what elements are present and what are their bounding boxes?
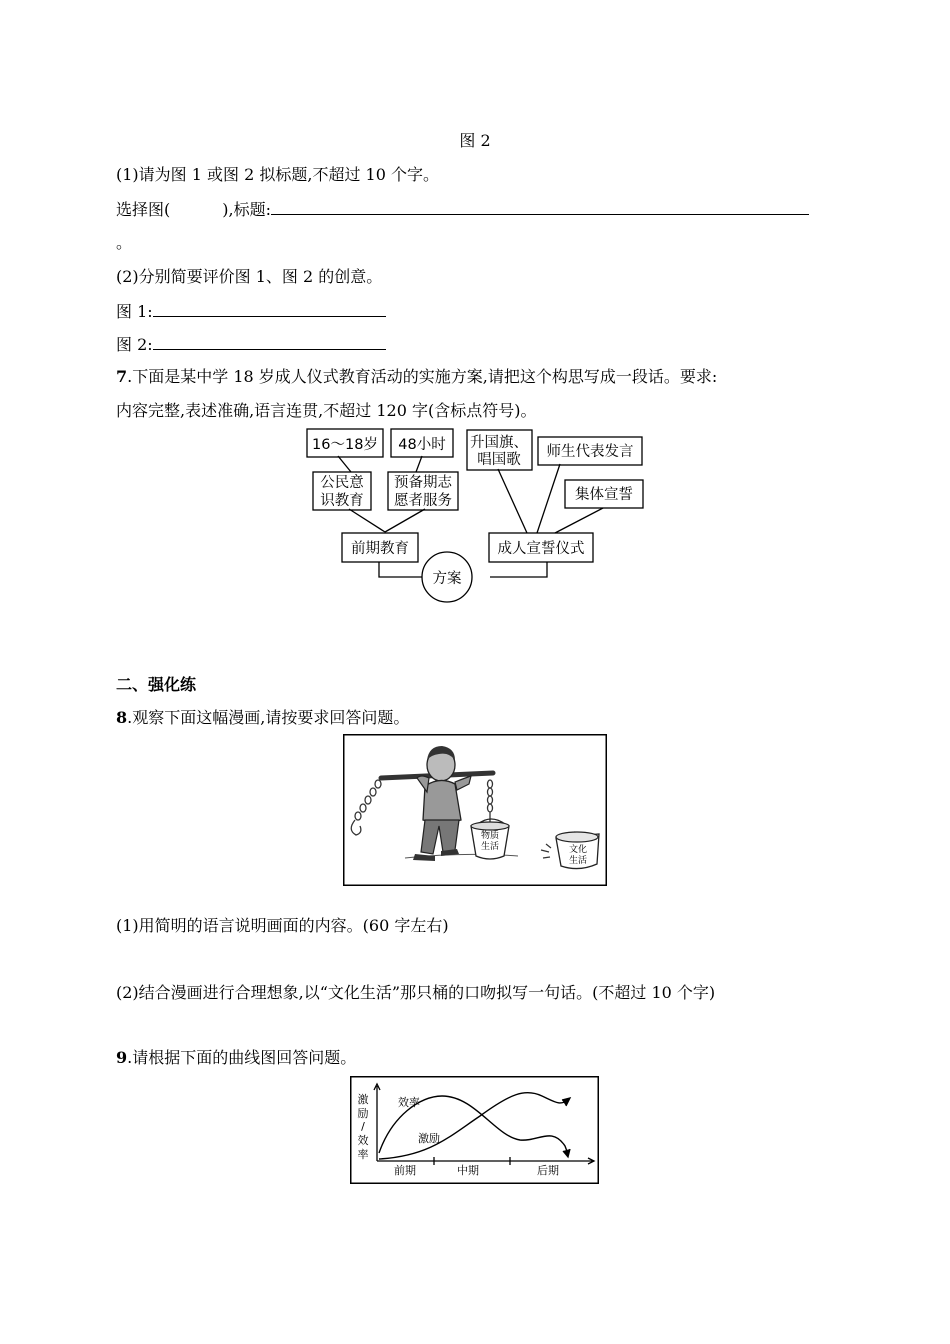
fig2-label: 图 2: <box>116 335 153 354</box>
q9-text: .请根据下面的曲线图回答问题。 <box>127 1048 357 1067</box>
label-flag-1: 升国旗、 <box>470 435 528 451</box>
series-motivation-label: 激励 <box>418 1132 440 1145</box>
label-48h: 48小时 <box>398 437 446 453</box>
label-flag-2: 唱国歌 <box>477 452 521 468</box>
culture-label-1: 文化 <box>568 845 588 855</box>
label-volunteer-1: 预备期志 <box>394 475 452 491</box>
curve-chart <box>350 1076 600 1186</box>
material-label-1: 物质 <box>480 831 500 841</box>
q8-part1: (1)用简明的语言说明画面的内容。(60 字左右) <box>116 916 449 935</box>
fig1-label: 图 1: <box>116 302 153 321</box>
material-label-2: 生活 <box>480 842 500 852</box>
xlabel-middle: 中期 <box>457 1164 479 1177</box>
label-volunteer-2: 愿者服务 <box>394 493 452 509</box>
label-civic-1: 公民意 <box>320 475 364 491</box>
q7-text: .下面是某中学 18 岁成人仪式教育活动的实施方案,请把这个构思写成一段话。要求: <box>127 367 718 386</box>
q6-period: 。 <box>116 233 133 252</box>
culture-label-2: 生活 <box>568 856 588 866</box>
fig1-answer-blank[interactable] <box>153 301 386 317</box>
q7-line1 <box>116 367 717 387</box>
label-speech: 师生代表发言 <box>546 444 634 460</box>
label-plan-root: 方案 <box>432 571 462 587</box>
material-bucket <box>471 819 509 859</box>
q8-text: .观察下面这幅漫画,请按要求回答问题。 <box>127 708 410 727</box>
title-answer-blank[interactable] <box>271 199 809 215</box>
cartoon-figure <box>343 734 607 886</box>
q8-part2: (2)结合漫画进行合理想象,以“文化生活”那只桶的口吻拟写一句话。(不超过 10 个字) <box>116 983 716 1002</box>
label-16-18: 16～18岁 <box>312 437 378 453</box>
xlabel-early: 前期 <box>394 1164 416 1177</box>
q6-part1: (1)请为图 1 或图 2 拟标题,不超过 10 个字。 <box>116 165 439 184</box>
section-heading: 二、强化练 <box>116 675 197 694</box>
q9-line <box>116 1048 356 1068</box>
q8-line <box>116 708 409 728</box>
plan-diagram <box>300 425 650 607</box>
label-ceremony: 成人宣誓仪式 <box>497 541 585 557</box>
q6-part2: (2)分别简要评价图 1、图 2 的创意。 <box>116 267 383 286</box>
label-pre-education: 前期教育 <box>351 541 409 557</box>
label-oath: 集体宣誓 <box>575 487 633 503</box>
q6-fig1-line <box>116 301 386 322</box>
ylabel-char-2: 励 <box>357 1107 369 1120</box>
select-prefix: 选择图( <box>116 200 171 219</box>
q6-fig2-line <box>116 334 386 355</box>
q6-select-line <box>116 199 809 220</box>
xlabel-late: 后期 <box>537 1164 559 1177</box>
label-civic-2: 识教育 <box>320 493 364 509</box>
ylabel-char-5: 率 <box>357 1148 369 1161</box>
series-efficiency-label: 效率 <box>398 1096 420 1109</box>
ylabel-char-4: 效 <box>357 1134 369 1147</box>
q7-line2: 内容完整,表述准确,语言连贯,不超过 120 字(含标点符号)。 <box>116 401 537 420</box>
q7-number: 7 <box>116 367 128 386</box>
fig2-answer-blank[interactable] <box>153 334 386 350</box>
q9-number: 9 <box>116 1048 128 1067</box>
ylabel-char-3: / <box>361 1120 365 1133</box>
select-mid: ),标题: <box>222 200 271 219</box>
q8-number: 8 <box>116 708 128 727</box>
figure-2-caption: 图 2 <box>459 131 491 150</box>
ylabel-char-1: 激 <box>357 1093 369 1106</box>
